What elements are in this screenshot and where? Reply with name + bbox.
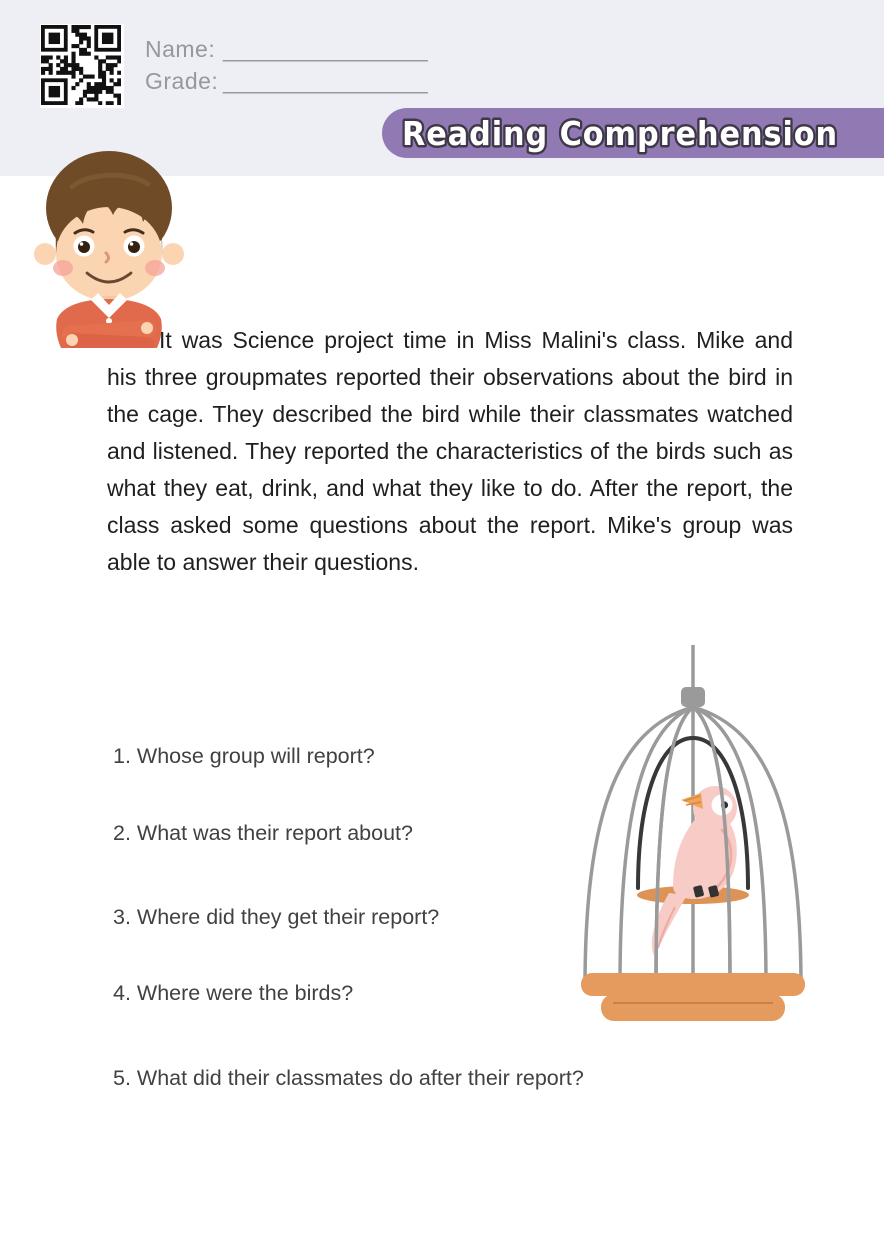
boy-blush-right — [145, 260, 165, 276]
question-2: 2. What was their report about? — [113, 821, 413, 845]
boy-blush-left — [53, 260, 73, 276]
student-info-fields — [145, 36, 428, 100]
page-title: Reading Comprehension — [402, 114, 838, 153]
name-blank-line[interactable]: ________________ — [223, 36, 428, 62]
grade-label: Grade: — [145, 68, 219, 94]
question-3: 3. Where did they get their report? — [113, 905, 440, 929]
boy-pupil-right — [128, 241, 140, 253]
question-5: 5. What did their classmates do after their report? — [113, 1066, 584, 1090]
cage-base-bottom-tier — [601, 994, 785, 1021]
boy-eye-glint-left — [80, 242, 84, 246]
boy-eye-glint-right — [130, 242, 134, 246]
qr-code — [40, 24, 124, 108]
question-4: 4. Where were the birds? — [113, 981, 354, 1005]
reading-passage: It was Science project time in Miss Malini's class. Mike and his three groupmates reported their observations about the bird in the cage. They described the bird while their classmates watched and listened. They reported the characteristics of the birds such as what they eat, drink, and what they like to do. After the report, the class asked some questions about the report. Mike's group was able to answer their questions. — [107, 327, 793, 575]
boy-hand-left — [66, 334, 78, 346]
name-label: Name: — [145, 36, 216, 62]
cage-top-knob — [681, 687, 705, 707]
grade-field-row — [145, 68, 428, 100]
question-1: 1. Whose group will report? — [113, 744, 375, 768]
boy-face — [56, 207, 162, 301]
birdcage-illustration — [563, 645, 815, 1030]
cage-base — [581, 973, 805, 1021]
name-field-row — [145, 36, 428, 68]
boy-pupil-left — [78, 241, 90, 253]
title-banner — [382, 108, 884, 158]
boy-ear-left — [34, 243, 56, 265]
cage-base-top-tier — [581, 973, 805, 996]
boy-illustration — [26, 142, 192, 348]
boy-ear-right — [162, 243, 184, 265]
grade-blank-line[interactable]: ________________ — [223, 68, 428, 94]
